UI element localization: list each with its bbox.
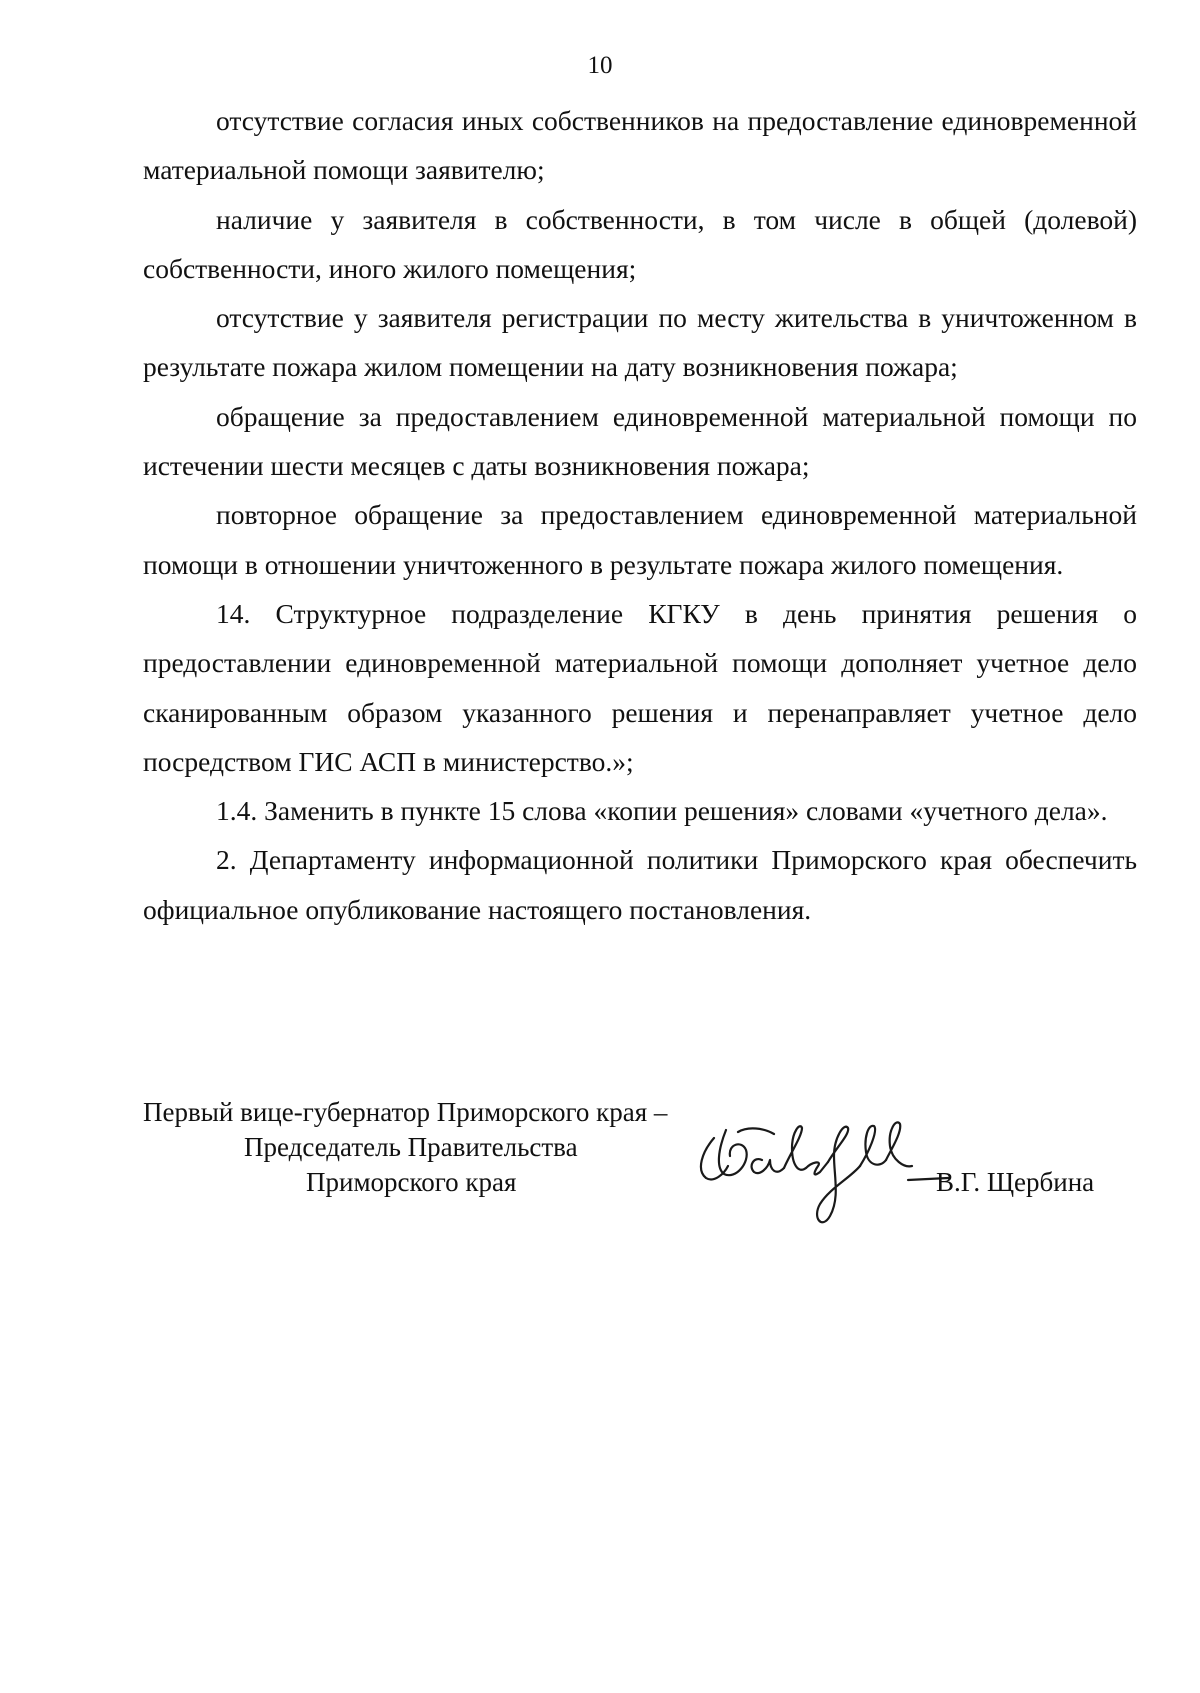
paragraph: обращение за предоставлением единовременной материальной помощи по истечении шести месяцев с даты возникновения пожара; bbox=[143, 400, 1137, 482]
signatory-title bbox=[143, 1095, 743, 1200]
paragraph-item-14: 14. Структурное подразделение КГКУ в день принятия решения о предоставлении единовременной материальной помощи дополняет учетное дело сканированным образом указанного решения и перенаправляет учетное дело посредством ГИС АСП в министерство.»; bbox=[143, 597, 1137, 777]
signatory-name: В.Г. Щербина bbox=[936, 1167, 1095, 1197]
signatory-title-line: Первый вице-губернатор Приморского края – bbox=[143, 1097, 668, 1127]
paragraph-item-1-4: 1.4. Заменить в пункте 15 слова «копии решения» словами «учетного дела». bbox=[216, 795, 1108, 827]
paragraph: наличие у заявителя в собственности, в том числе в общей (долевой) собственности, иного жилого помещения; bbox=[143, 203, 1137, 284]
signatory-title-line: Председатель Правительства bbox=[244, 1132, 578, 1162]
paragraph-item-2: 2. Департаменту информационной политики Приморского края обеспечить официальное опубликование настоящего постановления. bbox=[143, 844, 1137, 925]
document-body bbox=[143, 96, 1137, 934]
signatory-title-line: Приморского края bbox=[306, 1167, 517, 1197]
page-number: 10 bbox=[587, 52, 613, 79]
paragraph: отсутствие согласия иных собственников на предоставление единовременной материальной помощи заявителю; bbox=[143, 105, 1137, 186]
paragraph: отсутствие у заявителя регистрации по месту жительства в уничтоженном в результате пожара жилом помещении на дату возникновения пожара; bbox=[143, 302, 1137, 383]
handwritten-signature bbox=[690, 1108, 950, 1238]
paragraph: повторное обращение за предоставлением единовременной материальной помощи в отношении уничтоженного в результате пожара жилого помещения. bbox=[143, 499, 1137, 580]
